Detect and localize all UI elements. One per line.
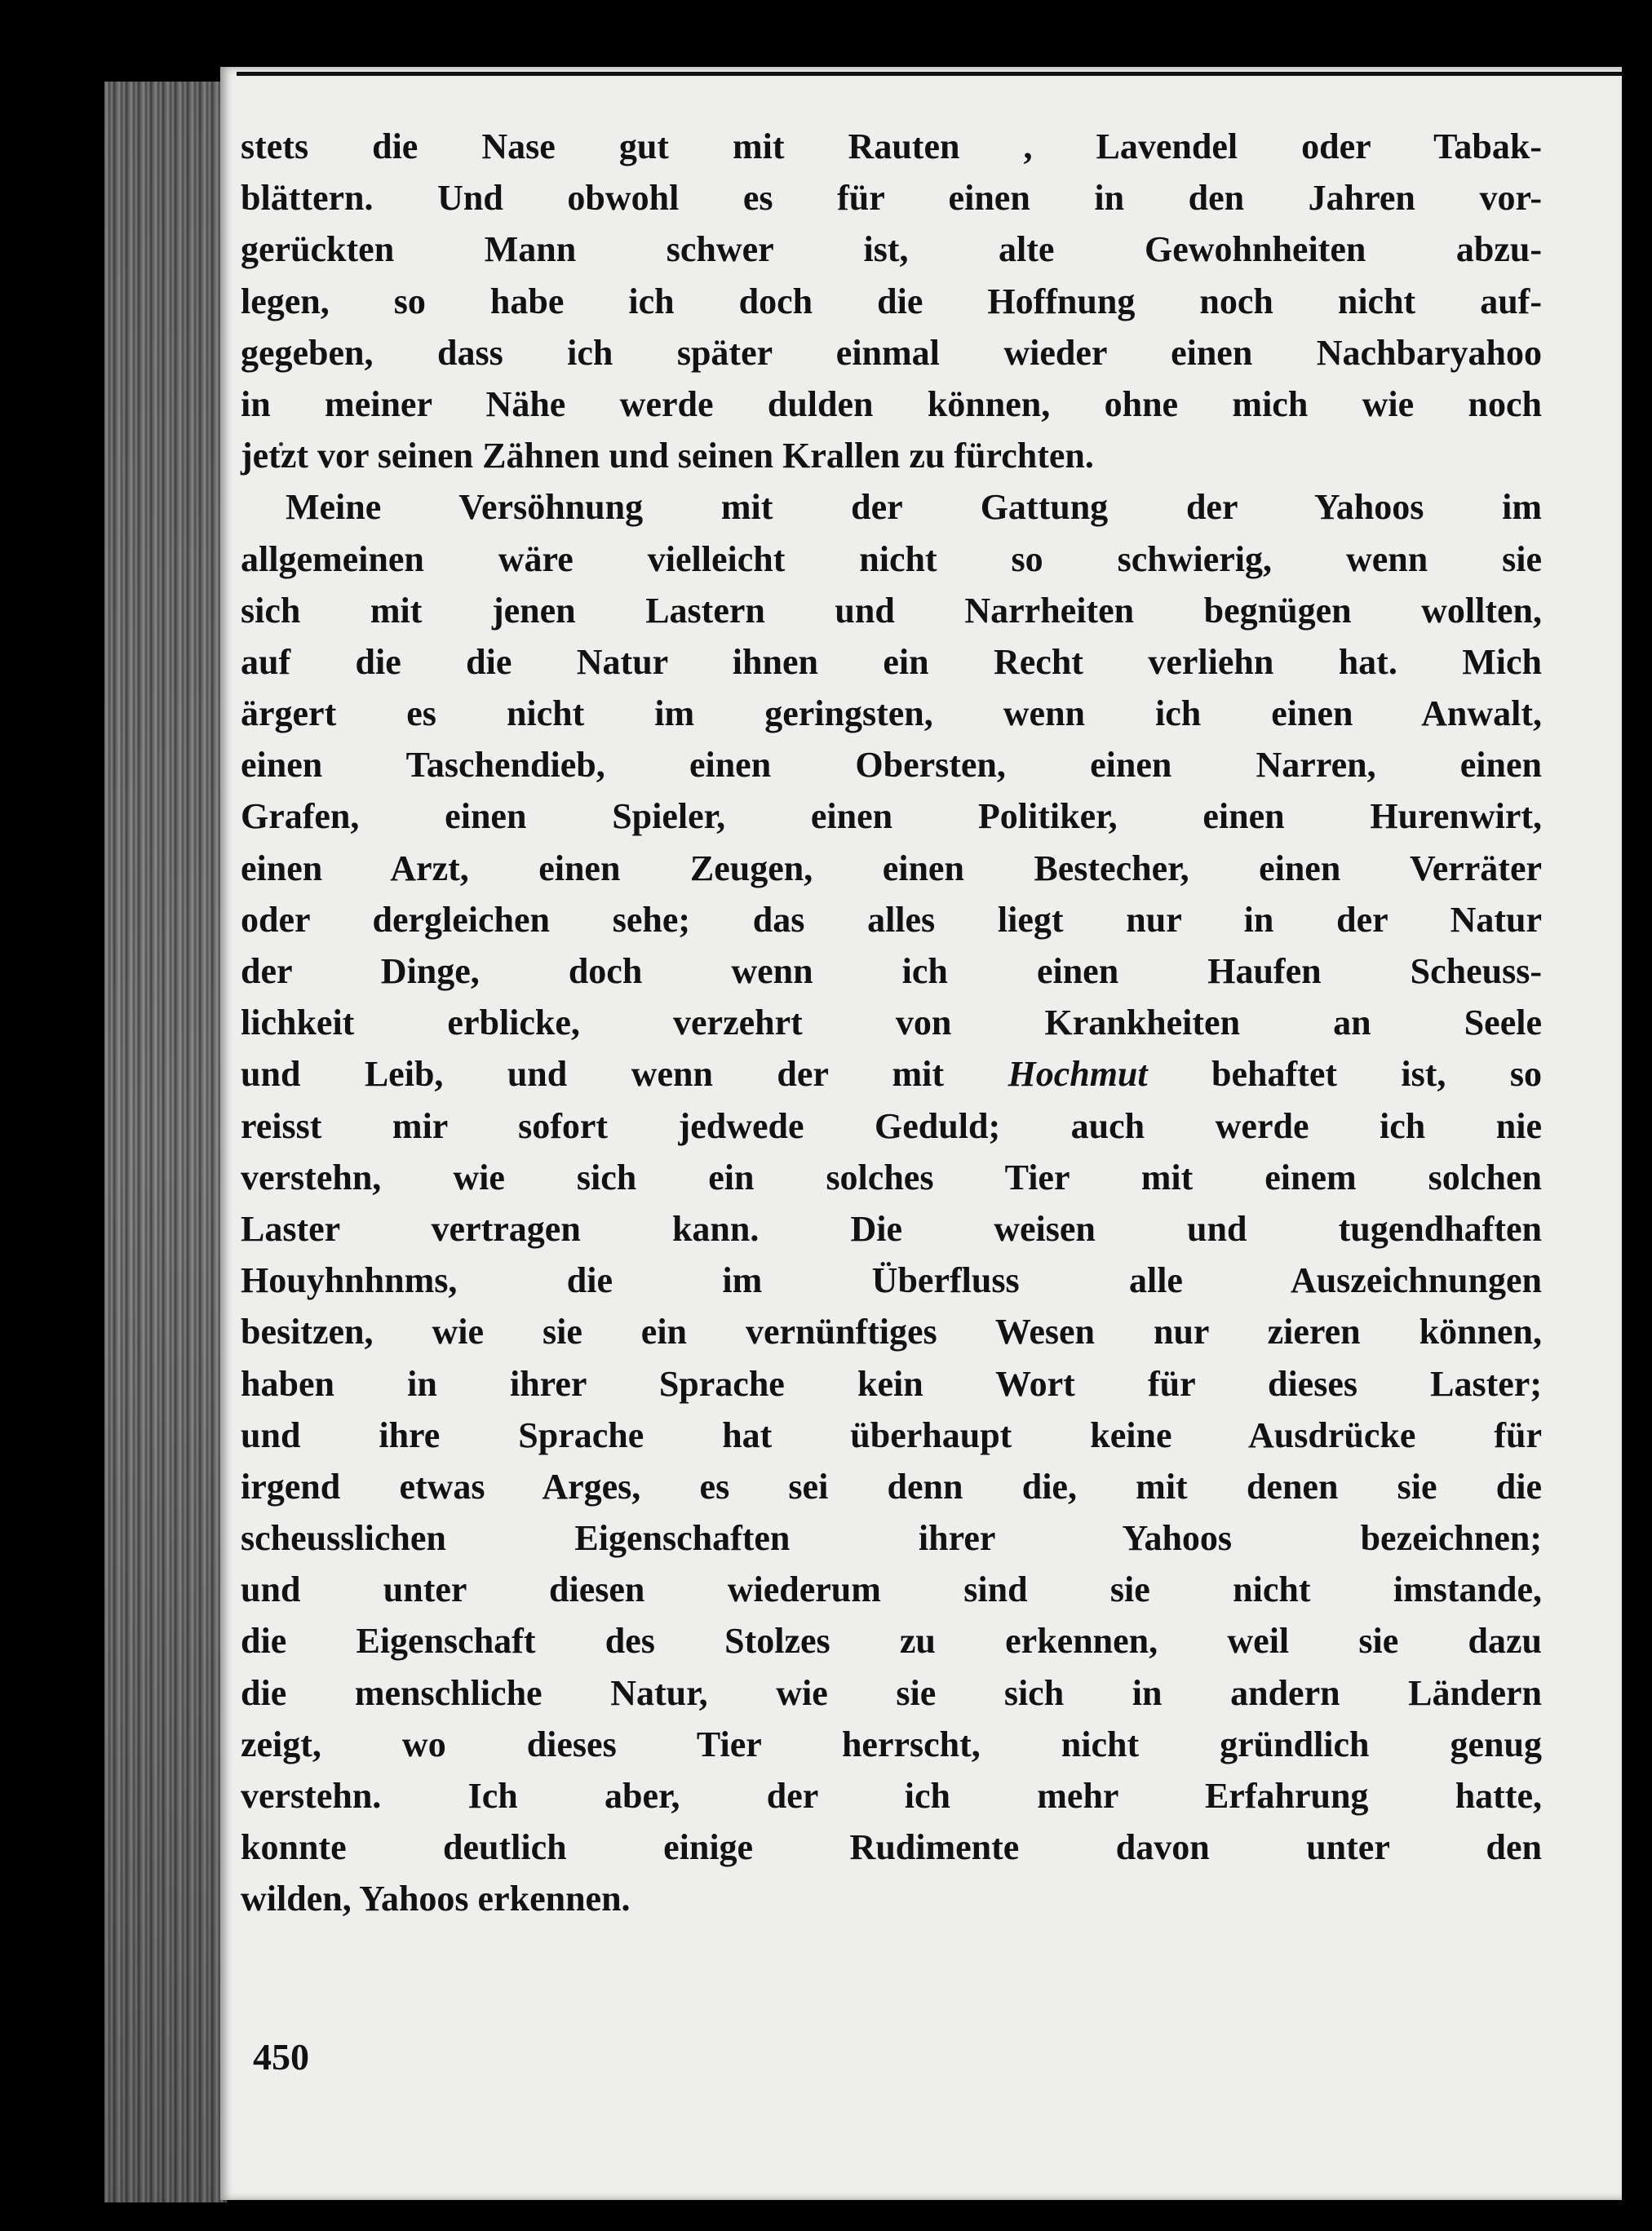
- text-line: lichkeit erblicke, verzehrt von Krankheiten an Seele: [241, 1003, 1542, 1043]
- text-line-with-italic: [241, 1048, 1542, 1100]
- text-line: oder dergleichen sehe; das alles liegt nur in der Natur: [241, 899, 1542, 940]
- text-line: und unter diesen wiederum sind sie nicht imstande,: [241, 1569, 1542, 1610]
- text-line: in meiner Nähe werde dulden können, ohne mich wie noch: [241, 383, 1542, 424]
- text-line: verstehn. Ich aber, der ich mehr Erfahrung hatte,: [241, 1776, 1542, 1816]
- page-number: 450: [253, 2036, 309, 2078]
- text-line: legen, so habe ich doch die Hoffnung noch nicht auf-: [241, 281, 1542, 321]
- text-line: blättern. Und obwohl es für einen in den Jahren vor-: [241, 178, 1542, 219]
- text-line: wilden, Yahoos erkennen.: [241, 1879, 631, 1919]
- text-line: irgend etwas Arges, es sei denn die, mit denen sie die: [241, 1466, 1542, 1507]
- text-line: Laster vertragen kann. Die weisen und tugendhaften: [241, 1208, 1542, 1249]
- text-line: stets die Nase gut mit Rauten , Lavendel oder Tabak-: [241, 126, 1542, 166]
- italic-word: Hochmut: [1008, 1054, 1148, 1095]
- text-line: Houyhnhnms, die im Überfluss alle Auszeichnungen: [241, 1260, 1542, 1301]
- page-text: [241, 121, 1542, 1925]
- text-line: der Dinge, doch wenn ich einen Haufen Scheuss-: [241, 951, 1542, 991]
- text-line: auf die die Natur ihnen ein Recht verliehn hat. Mich: [241, 641, 1542, 682]
- text-line: allgemeinen wäre vielleicht nicht so schwierig, wenn sie: [241, 538, 1542, 579]
- text-line: gerückten Mann schwer ist, alte Gewohnheiten abzu-: [241, 229, 1542, 270]
- text-line: jetzt vor seinen Zähnen und seinen Krallen zu fürchten.: [241, 436, 1094, 476]
- text-line: die Eigenschaft des Stolzes zu erkennen, weil sie dazu: [241, 1621, 1542, 1662]
- book-page-edges: [104, 82, 227, 2202]
- text-line: konnte deutlich einige Rudimente davon unter den: [241, 1827, 1542, 1868]
- text-line: sich mit jenen Lastern und Narrheiten begnügen wollten,: [241, 590, 1542, 631]
- text-line: Grafen, einen Spieler, einen Politiker, einen Hurenwirt,: [241, 796, 1542, 837]
- text-segment: behaftet ist, so: [1147, 1054, 1542, 1095]
- text-line: Meine Versöhnung mit der Gattung der Yahoos im: [286, 487, 1542, 528]
- text-segment: und Leib, und wenn der mit: [241, 1054, 1008, 1095]
- text-line: gegeben, dass ich später einmal wieder einen Nachbaryahoo: [241, 332, 1542, 373]
- text-line: ärgert es nicht im geringsten, wenn ich einen Anwalt,: [241, 693, 1542, 734]
- page-top-rule: [237, 72, 1623, 76]
- text-line: einen Arzt, einen Zeugen, einen Bestecher, einen Verräter: [241, 848, 1542, 888]
- text-line: einen Taschendieb, einen Obersten, einen Narren, einen: [241, 745, 1542, 786]
- text-line: die menschliche Natur, wie sie sich in andern Ländern: [241, 1672, 1542, 1713]
- text-line: besitzen, wie sie ein vernünftiges Wesen nur zieren können,: [241, 1312, 1542, 1352]
- text-line: verstehn, wie sich ein solches Tier mit einem solchen: [241, 1157, 1542, 1197]
- text-line: reisst mir sofort jedwede Geduld; auch werde ich nie: [241, 1105, 1542, 1146]
- text-line: zeigt, wo dieses Tier herrscht, nicht gründlich genug: [241, 1724, 1542, 1764]
- text-line: und ihre Sprache hat überhaupt keine Ausdrücke für: [241, 1414, 1542, 1455]
- text-line: haben in ihrer Sprache kein Wort für dieses Laster;: [241, 1363, 1542, 1404]
- text-line: scheusslichen Eigenschaften ihrer Yahoos bezeichnen;: [241, 1518, 1542, 1559]
